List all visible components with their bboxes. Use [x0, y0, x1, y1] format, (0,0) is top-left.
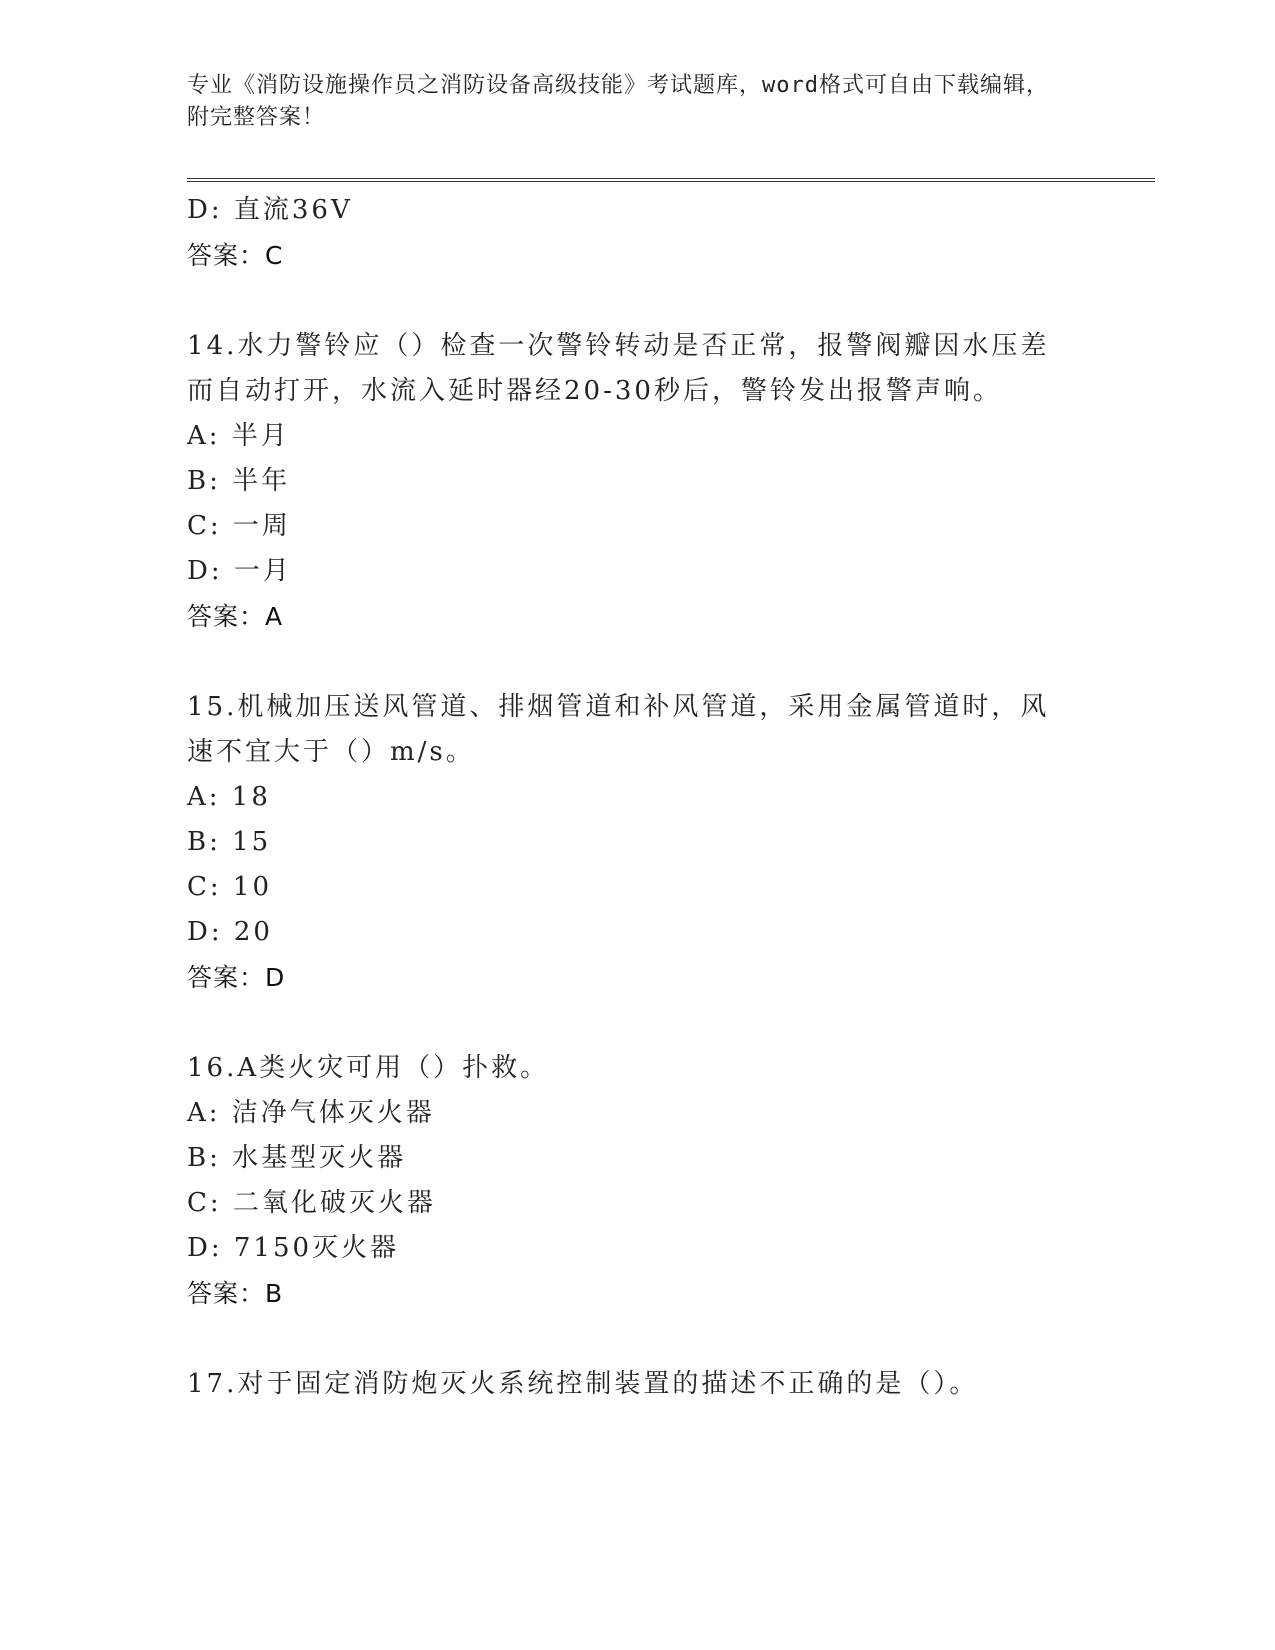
question-17 — [187, 1362, 1087, 1407]
spacer — [187, 279, 1087, 324]
document-header: 专业《消防设施操作员之消防设备高级技能》考试题库，word格式可自由下载编辑，附完整答案！ — [187, 73, 1049, 130]
question-14-option-b: B: 半年 — [187, 466, 291, 496]
question-14 — [187, 324, 1087, 640]
question-14-option-d: D: 一月 — [187, 556, 292, 586]
question-14-option-a: A: 半月 — [187, 421, 290, 451]
question-16-answer: 答案：B — [187, 1279, 284, 1308]
header-divider — [187, 178, 1155, 182]
question-14-answer: 答案：A — [187, 602, 284, 631]
question-16-option-a: A: 洁净气体灭火器 — [187, 1098, 435, 1128]
question-list — [187, 188, 1087, 1407]
question-15-option-c: C: 10 — [187, 872, 273, 902]
question-16-option-c: C: 二氧化破灭火器 — [187, 1188, 436, 1218]
prev-option-d: D: 直流36V — [187, 195, 353, 225]
question-16-option-b: B: 水基型灭火器 — [187, 1143, 407, 1173]
question-15-option-a: A: 18 — [187, 782, 271, 812]
question-15-option-d: D: 20 — [187, 917, 273, 947]
question-15-option-b: B: 15 — [187, 827, 272, 857]
question-16 — [187, 1046, 1087, 1317]
spacer — [187, 640, 1087, 685]
prev-answer: 答案：C — [187, 241, 284, 270]
question-15-stem: 15.机械加压送风管道、排烟管道和补风管道，采用金属管道时，风速不宜大于（）m/s。 — [187, 692, 1050, 767]
spacer — [187, 1317, 1087, 1362]
question-16-option-d: D: 7150灭火器 — [187, 1233, 400, 1263]
question-15 — [187, 685, 1087, 1001]
spacer — [187, 1001, 1087, 1046]
question-16-stem: 16.A类火灾可用（）扑救。 — [187, 1053, 550, 1083]
question-15-answer: 答案：D — [187, 963, 286, 992]
question-17-stem: 17.对于固定消防炮灭火系统控制装置的描述不正确的是（）。 — [187, 1369, 979, 1399]
question-14-stem: 14.水力警铃应（）检查一次警铃转动是否正常，报警阀瓣因水压差而自动打开，水流入延时器经20-30秒后，警铃发出报警声响。 — [187, 331, 1050, 406]
question-14-option-c: C: 一周 — [187, 511, 291, 541]
